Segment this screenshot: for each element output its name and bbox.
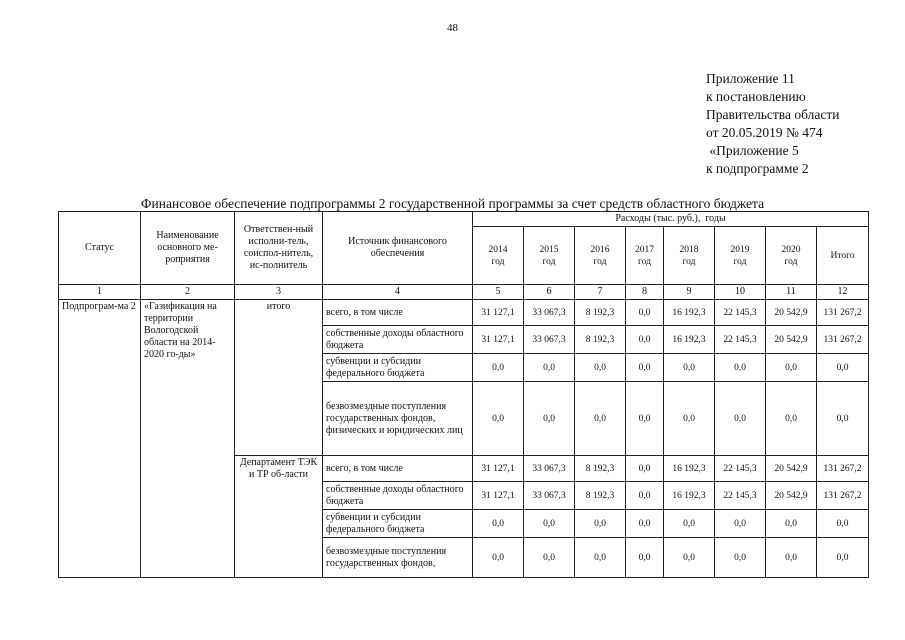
source-cell: собственные доходы областного бюджета: [323, 326, 473, 354]
value-cell: 0,0: [715, 538, 766, 578]
header-source: Источник финансового обеспечения: [323, 212, 473, 285]
header-measure: Наименование основного ме-роприятия: [141, 212, 235, 285]
value-cell: 0,0: [766, 354, 817, 382]
value-cell: 131 267,2: [817, 326, 869, 354]
header-executor: Ответствен-ный исполни-тель, соиспол-нитель, ис-полнитель: [235, 212, 323, 285]
executor-cell: Департамент ТЭК и ТР об-ласти: [235, 456, 323, 578]
year-unit: год: [593, 256, 607, 267]
appendix-line: к постановлению: [706, 89, 806, 104]
column-index: 12: [817, 285, 869, 300]
value-cell: 0,0: [817, 382, 869, 456]
appendix-block: [706, 70, 839, 178]
year-label: 2014: [488, 244, 508, 255]
header-year-2019: [715, 227, 766, 285]
appendix-line: от 20.05.2019 № 474: [706, 125, 823, 140]
value-cell: 20 542,9: [766, 482, 817, 510]
value-cell: 131 267,2: [817, 482, 869, 510]
header-year-2017: [626, 227, 664, 285]
header-year-2014: [473, 227, 524, 285]
value-cell: 0,0: [626, 538, 664, 578]
column-index: 4: [323, 285, 473, 300]
column-index-row: [59, 285, 869, 300]
value-cell: 8 192,3: [575, 300, 626, 326]
source-cell: всего, в том числе: [323, 456, 473, 482]
value-cell: 0,0: [626, 354, 664, 382]
header-status: Статус: [59, 212, 141, 285]
value-cell: 0,0: [715, 382, 766, 456]
value-cell: 0,0: [715, 354, 766, 382]
value-cell: 0,0: [575, 382, 626, 456]
year-label: 2020: [781, 244, 801, 255]
year-label: 2019: [730, 244, 750, 255]
value-cell: 22 145,3: [715, 456, 766, 482]
value-cell: 0,0: [575, 510, 626, 538]
year-unit: год: [682, 256, 696, 267]
value-cell: 22 145,3: [715, 326, 766, 354]
value-cell: 0,0: [626, 482, 664, 510]
column-index: 7: [575, 285, 626, 300]
value-cell: 0,0: [664, 382, 715, 456]
column-index: 10: [715, 285, 766, 300]
header-year-2018: [664, 227, 715, 285]
year-unit: год: [638, 256, 651, 267]
value-cell: 33 067,3: [524, 482, 575, 510]
value-cell: 22 145,3: [715, 482, 766, 510]
value-cell: 0,0: [626, 510, 664, 538]
value-cell: 0,0: [664, 538, 715, 578]
value-cell: 0,0: [626, 456, 664, 482]
value-cell: 0,0: [524, 510, 575, 538]
year-label: 2017: [635, 244, 654, 255]
header-year-2020: [766, 227, 817, 285]
header-year-2016: [575, 227, 626, 285]
value-cell: 31 127,1: [473, 482, 524, 510]
value-cell: 31 127,1: [473, 300, 524, 326]
column-index: 9: [664, 285, 715, 300]
source-cell: безвозмездные поступления государственных фондов, физических и юридических лиц: [323, 382, 473, 456]
value-cell: 0,0: [817, 510, 869, 538]
value-cell: 131 267,2: [817, 456, 869, 482]
year-label: 2016: [590, 244, 610, 255]
value-cell: 0,0: [473, 354, 524, 382]
value-cell: 0,0: [766, 510, 817, 538]
value-cell: 0,0: [664, 354, 715, 382]
column-index: 3: [235, 285, 323, 300]
column-index: 1: [59, 285, 141, 300]
document-title: Финансовое обеспечение подпрограммы 2 государственной программы за счет средств областного бюджета: [140, 196, 765, 211]
status-cell: Подпрограм-ма 2: [59, 300, 141, 578]
column-index: 8: [626, 285, 664, 300]
value-cell: 0,0: [473, 510, 524, 538]
value-cell: 0,0: [626, 300, 664, 326]
table-row: [59, 300, 869, 326]
column-index: 2: [141, 285, 235, 300]
source-cell: собственные доходы областного бюджета: [323, 482, 473, 510]
value-cell: 131 267,2: [817, 300, 869, 326]
source-cell: безвозмездные поступления государственных фондов,: [323, 538, 473, 578]
value-cell: 0,0: [715, 510, 766, 538]
value-cell: 0,0: [766, 538, 817, 578]
column-index: 11: [766, 285, 817, 300]
year-label: 2015: [539, 244, 559, 255]
column-index: 5: [473, 285, 524, 300]
value-cell: 31 127,1: [473, 456, 524, 482]
year-unit: год: [784, 256, 798, 267]
value-cell: 0,0: [766, 382, 817, 456]
value-cell: 20 542,9: [766, 300, 817, 326]
value-cell: 0,0: [524, 538, 575, 578]
value-cell: 20 542,9: [766, 326, 817, 354]
appendix-line: «Приложение 5: [706, 143, 799, 158]
value-cell: 31 127,1: [473, 326, 524, 354]
value-cell: 8 192,3: [575, 326, 626, 354]
value-cell: 22 145,3: [715, 300, 766, 326]
value-cell: 33 067,3: [524, 300, 575, 326]
value-cell: 33 067,3: [524, 326, 575, 354]
appendix-line: Приложение 11: [706, 71, 795, 86]
year-unit: год: [491, 256, 505, 267]
value-cell: 20 542,9: [766, 456, 817, 482]
value-cell: 0,0: [575, 538, 626, 578]
source-cell: всего, в том числе: [323, 300, 473, 326]
value-cell: 16 192,3: [664, 326, 715, 354]
header-expenses: Расходы (тыс. руб.), годы: [473, 212, 869, 227]
value-cell: 0,0: [473, 538, 524, 578]
source-cell: субвенции и субсидии федерального бюджета: [323, 354, 473, 382]
value-cell: 0,0: [626, 326, 664, 354]
value-cell: 0,0: [473, 382, 524, 456]
value-cell: 0,0: [817, 354, 869, 382]
year-unit: год: [733, 256, 747, 267]
value-cell: 0,0: [524, 354, 575, 382]
source-cell: субвенции и субсидии федерального бюджета: [323, 510, 473, 538]
value-cell: 0,0: [817, 538, 869, 578]
appendix-line: Правительства области: [706, 107, 840, 122]
year-unit: год: [542, 256, 556, 267]
value-cell: 8 192,3: [575, 482, 626, 510]
value-cell: 0,0: [626, 382, 664, 456]
appendix-line: к подпрограмме 2: [706, 161, 809, 176]
value-cell: 0,0: [575, 354, 626, 382]
measure-cell: «Газификация на территории Вологодской области на 2014-2020 го-ды»: [141, 300, 235, 578]
year-label: 2018: [679, 244, 699, 255]
value-cell: 16 192,3: [664, 456, 715, 482]
page-number: 48: [447, 22, 458, 34]
value-cell: 16 192,3: [664, 300, 715, 326]
financing-table: [58, 211, 869, 578]
header-row: [59, 212, 869, 227]
executor-cell: итого: [235, 300, 323, 456]
value-cell: 16 192,3: [664, 482, 715, 510]
header-year-2015: [524, 227, 575, 285]
value-cell: 0,0: [664, 510, 715, 538]
value-cell: 33 067,3: [524, 456, 575, 482]
column-index: 6: [524, 285, 575, 300]
value-cell: 0,0: [524, 382, 575, 456]
header-total: Итого: [817, 227, 869, 285]
value-cell: 8 192,3: [575, 456, 626, 482]
